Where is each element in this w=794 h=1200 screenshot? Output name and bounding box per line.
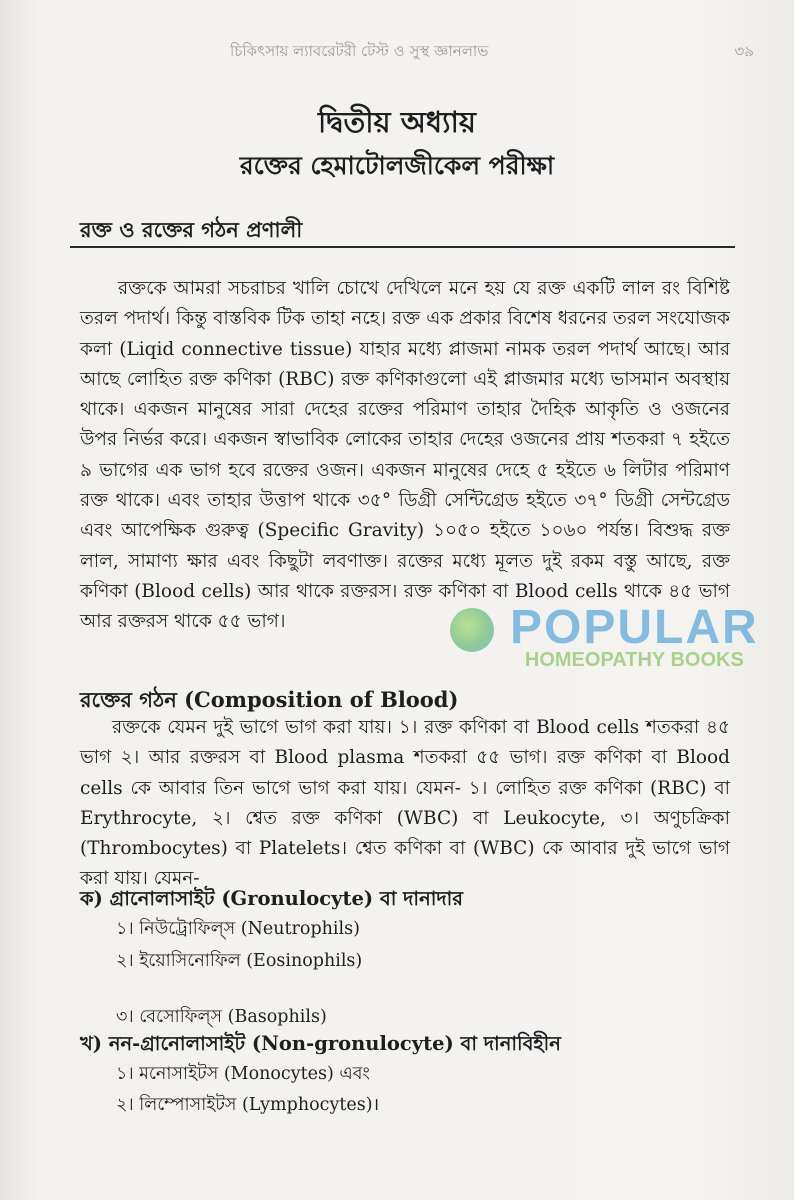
running-head-title: চিকিৎসায় ল্যাবরেটরী টেস্ট ও সুস্থ জ্ঞানলাভ — [230, 42, 489, 60]
page-number: ৩৯ — [734, 42, 754, 60]
running-head — [230, 40, 754, 65]
chapter-subtitle: রক্তের হেমাটোলজীকেল পরীক্ষা — [239, 151, 555, 180]
non-granulocyte-heading: খ) নন-গ্রানোলাসাইট (Non-gronulocyte) বা দানাবিহীন — [80, 1032, 561, 1055]
granulocyte-heading: ক) গ্রানোলাসাইট (Gronulocyte) বা দানাদার — [80, 887, 464, 910]
list-item: ২। ইয়োসিনোফিল (Eosinophils) — [116, 951, 363, 971]
section-paragraph: রক্তকে আমরা সচরাচর খালি চোখে দেখিলে মনে হয় যে রক্ত একটি লাল রং বিশিষ্ট তরল পদার্থ। কিন্তু বাস্তবিক টিক তাহা নহে। রক্ত এক প্রকার বিশেষ ধরনের তরল সংযোজক কলা (Liqid connective tissue) যাহার মধ্যে প্লাজমা নামক তরল পদার্থ আছে। আর আছে লোহিত রক্ত কণিকা (RBC) রক্ত কণিকাগুলো এই প্লাজমার মধ্যে ভাসমান অবস্থায় থাকে। একজন মানুষের সারা দেহের রক্তের পরিমাণ তাহার দৈহিক আকৃতি ও ওজনের উপর নির্ভর করে। একজন স্বাভাবিক লোকের তাহার দেহের ওজনের প্রায় শতকরা ৭ হইতে ৯ ভাগের এক ভাগ হবে রক্তের ওজন। একজন মানুষের দেহে ৫ হইতে ৬ লিটার পরিমাণ রক্ত থাকে। এবং তাহার উত্তাপ থাকে ৩৫° ডিগ্রী সেন্টিগ্রেড হইতে ৩৭° ডিগ্রী সেন্টগ্রেড এবং আপেক্ষিক গুরুত্ব (Specific Gravity) ১০৫০ হইতে ১০৬০ পর্যন্ত। বিশুদ্ধ রক্ত লাল, সামাণ্য ক্ষার এবং কিছুটা লবণাক্ত। রক্তের মধ্যে মূলত দুই রকম বস্তু আছে, রক্ত কণিকা (Blood cells) আর থাকে রক্তরস। রক্ত কণিকা বা Blood cells থাকে ৪৫ ভাগ আর রক্তরস থাকে ৫৫ ভাগ। — [80, 278, 730, 633]
section-divider — [70, 246, 735, 248]
watermark-brand: POPULAR — [510, 601, 759, 654]
composition-heading: রক্তের গঠন (Composition of Blood) — [80, 687, 459, 712]
list-item: ১। মনোসাইটস (Monocytes) এবং — [116, 1064, 370, 1084]
section-title: রক্ত ও রক্তের গঠন প্রণালী — [80, 217, 303, 242]
list-item: ২। লিম্পোসাইটস (Lymphocytes)। — [116, 1095, 380, 1115]
watermark-tagline: HOMEOPATHY BOOKS — [524, 649, 744, 671]
composition-paragraph: রক্তকে যেমন দুই ভাগে ভাগ করা যায়। ১। রক্ত কণিকা বা Blood cells শতকরা ৪৫ ভাগ ২। আর রক্তরস বা Blood plasma শতকরা ৫৫ ভাগ। রক্ত কণিকা বা Blood cells কে আবার তিন ভাগে ভাগ করা যায়। যেমন- ১। লোহিত রক্ত কণিকা (RBC) বা Erythrocyte, ২। শ্বেত রক্ত কণিকা (WBC) বা Leukocyte, ৩। অণুচক্রিকা (Thrombocytes) বা Platelets। শ্বেত কণিকা বা (WBC) কে আবার দুই ভাগে ভাগ করা যায়। যেমন- — [80, 717, 730, 890]
list-item: ১। নিউট্রোফিল্‌স (Neutrophils) — [116, 919, 360, 939]
chapter-title: দ্বিতীয় অধ্যায় — [317, 105, 477, 139]
list-item: ৩। বেসোফিল্‌স (Basophils) — [116, 1007, 327, 1027]
